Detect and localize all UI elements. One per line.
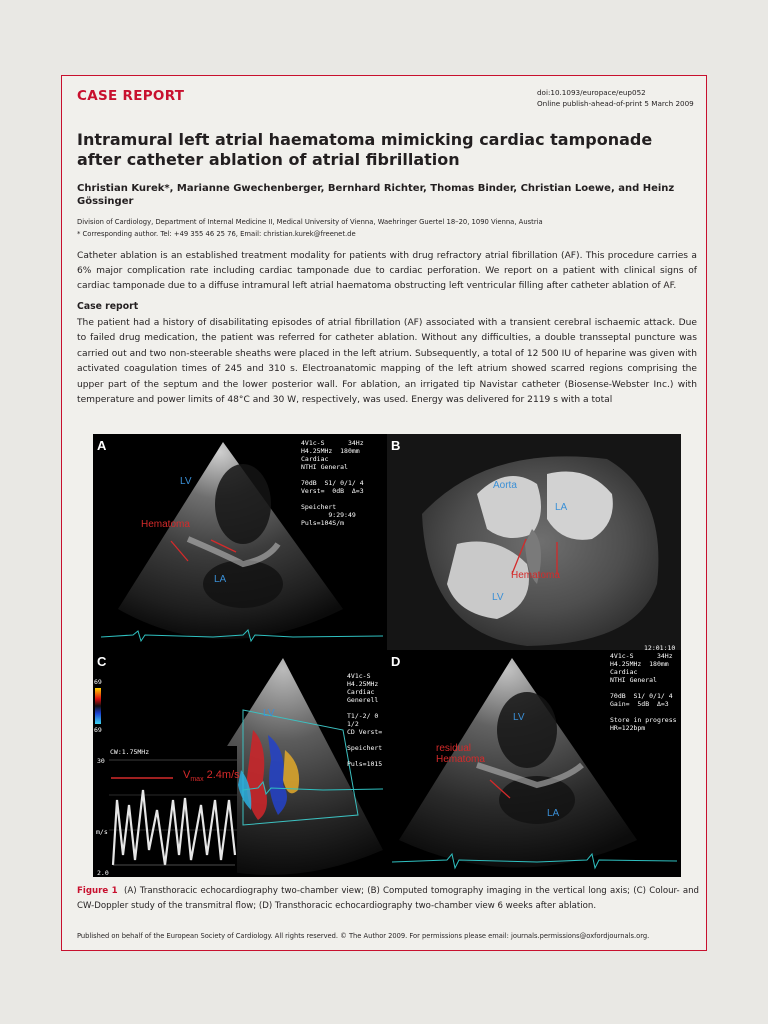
corresponding-author: * Corresponding author. Tel: +49 355 46 25 76, Email: christian.kurek@freenet.de [77, 230, 356, 238]
panel-c-axis-bottom: 2.0 [97, 869, 109, 877]
panel-c-vmax-label [183, 770, 240, 785]
panel-a-lv-label: LV [180, 476, 192, 487]
panel-c-cw-label: CW:1.75MHz [110, 748, 150, 756]
panel-a-hematoma-label: Hematoma [141, 519, 190, 530]
panel-c-doppler-image [93, 650, 387, 877]
panel-b [387, 434, 681, 650]
panel-b-lv-label: LV [492, 592, 504, 603]
panel-a [93, 434, 387, 650]
panel-b-ct-image [387, 434, 681, 650]
publisher-footer: Published on behalf of the European Society of Cardiology. All rights reserved. © The Author 2009. For permissions please email: journals.permissions@oxfordjournals.org. [77, 932, 650, 940]
vmax-value: 2.4m/s [203, 769, 240, 781]
panel-c-label: C [97, 654, 107, 669]
panel-d [387, 644, 681, 877]
caption-text: (A) Transthoracic echocardiography two-chamber view; (B) Computed tomography imaging in the vertical long axis; (C) Colour- and CW-Doppler study of the transmitral flow; (D) Transthoracic echocardiography two-chamber view 6 weeks after ablation. [77, 886, 700, 911]
panel-b-hematoma-label: Hematoma [511, 570, 560, 581]
panel-c-axis-mid: m/s [96, 828, 108, 836]
figure-1 [93, 434, 681, 877]
panel-a-label: A [97, 438, 107, 453]
panel-c-scale-bottom: 69 [94, 726, 102, 734]
panel-c [93, 650, 387, 877]
panel-c-overlay: 4V1c-S H4.25MHz Cardiac Generell T1/-2/ 0 1/2 CD Verst= Speichert Puls=1015 [347, 672, 383, 768]
abstract: Catheter ablation is an established treatment modality for patients with drug refractory atrial fibrillation (AF). This procedure carries a 6% major complication rate including cardiac tamponade due to cardiac perforation. We report on a patient with clinical signs of cardiac tamponade due to a diffuse intramural left atrial haematoma obstructing left ventricular filling after catheter ablation of AF. [77, 251, 697, 291]
panel-c-lv-label: LV [263, 708, 275, 719]
vmax-symbol: V [183, 769, 191, 781]
section-heading: Case report [77, 301, 139, 312]
panel-c-scale-top: 69 [94, 678, 102, 686]
author-list: Christian Kurek*, Marianne Gwechenberger, Bernhard Richter, Thomas Binder, Christian Loewe, and Heinz Gössinger [77, 183, 675, 207]
panel-a-overlay: 4V1c-S 34Hz H4.25MHz 180mm Cardiac NTHI General 70dB S1/ 0/1/ 4 Verst= 0dB Δ=3 Speichert 9:29:49 Puls=104S/m [301, 439, 364, 527]
panel-b-la-label: LA [555, 502, 568, 513]
section-label: CASE REPORT [77, 88, 185, 104]
doi-block [537, 87, 694, 109]
article-title: Intramural left atrial haematoma mimicking cardiac tamponade after catheter ablation of atrial fibrillation [77, 130, 653, 169]
panel-d-lv-label: LV [513, 712, 525, 723]
panel-d-residual-label: residual [436, 743, 472, 754]
figure-caption [77, 884, 699, 914]
panel-a-la-label: LA [214, 574, 227, 585]
panel-d-hematoma-label: Hematoma [436, 754, 485, 765]
publish-date: Online publish-ahead-of-print 5 March 2009 [537, 99, 694, 108]
panel-c-axis-top: 30 [97, 757, 105, 765]
panel-d-time: 12:01:10 [644, 644, 676, 652]
panel-d-la-label: LA [547, 808, 560, 819]
panel-b-aorta-label: Aorta [493, 480, 517, 491]
vmax-subscript: max [190, 776, 204, 784]
affiliation: Division of Cardiology, Department of Internal Medicine II, Medical University of Vienna, Waehringer Guertel 18–20, 1090 Vienna, Austria [77, 218, 543, 226]
panel-d-label: D [391, 654, 401, 669]
affiliation-block [77, 216, 702, 240]
figure-label: Figure 1 [77, 886, 118, 896]
panel-b-label: B [391, 438, 401, 453]
body-paragraph: The patient had a history of disabilitating episodes of atrial fibrillation (AF) associated with a transient cerebral ischaemic attack. Due to failed drug medication, the patient was referred for catheter ablation. Without any difficulties, a double transseptal puncture was carried out and two non-steerable sheaths were placed in the left atrium. Subsequently, a total of 12 500 IU of heparine was given with activated coagulation times of 245 and 310 s. Electroanatomic mapping of the left atrium showed scarred regions comprising the upper part of the septum and the lower posterior wall. For ablation, an irrigated tip Navistar catheter (Biosense-Webster Inc.) with temperature and power limits of 48°C and 30 W, respectively, was used. Energy was delivered for 2119 s with a total [77, 318, 697, 406]
panel-d-overlay: 4V1c-S 34Hz H4.25MHz 180mm Cardiac NTHI General 70dB S1/ 0/1/ 4 Gain= 5dB Δ=3 Store in progress HR=122bpm [610, 652, 677, 732]
doi[interactable]: doi:10.1093/europace/eup052 [537, 88, 646, 97]
